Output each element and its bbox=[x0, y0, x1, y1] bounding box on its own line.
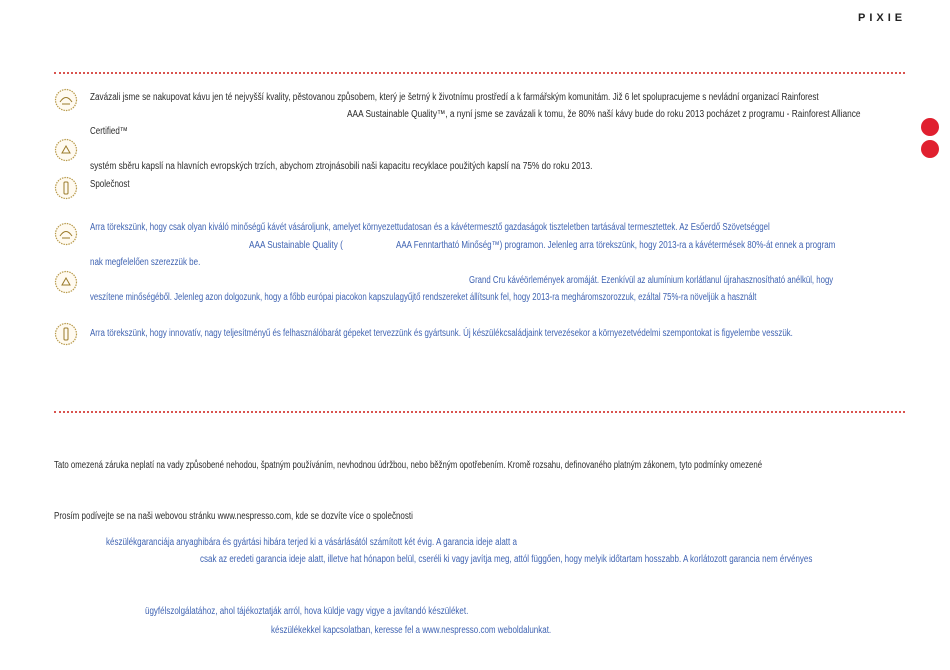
cs-paragraph-line: Certified™ bbox=[90, 126, 128, 137]
side-tab-marker[interactable] bbox=[921, 140, 939, 158]
warranty-hu-line: készülékgaranciája anyaghibára és gyártási hibára terjed ki a vásárlásától számított két évig. A garancia ideje alatt a bbox=[106, 537, 517, 548]
hu-paragraph-line: nak megfelelően szerezzük be. bbox=[90, 257, 201, 268]
hu-paragraph-line: AAA Fenntartható Minőség™) programon. Jelenleg arra törekszünk, hogy 2013-ra a kávétermések 80%-át ennek a program bbox=[396, 240, 836, 251]
recycle-capsule-icon bbox=[54, 138, 78, 162]
side-tab-marker[interactable] bbox=[921, 118, 939, 136]
rainforest-seal-icon bbox=[54, 88, 78, 112]
hu-paragraph-line: Arra törekszünk, hogy innovatív, nagy teljesítményű és felhasználóbarát gépeket tervezzünk és gyártsunk. Új készülékcsaládjaink tervezésekor a környezetvédelmi szempontokat is figyelembe vesszük. bbox=[90, 328, 793, 339]
rainforest-seal-icon bbox=[54, 222, 78, 246]
hu-paragraph-line: AAA Sustainable Quality ( bbox=[249, 240, 343, 251]
cs-paragraph-line: AAA Sustainable Quality™, a nyní jsme se zavázali k tomu, že 80% naší kávy bude do roku 2013 pocházet z programu - Rainforest Alliance bbox=[347, 109, 861, 120]
warranty-hu-line: csak az eredeti garancia ideje alatt, illetve hat hónapon belül, cseréli ki vagy javítja meg, attól függően, hogy melyik időtartam hosszabb. A korlátozott garancia nem érvényes bbox=[200, 554, 813, 565]
cs-paragraph-line: Zavázali jsme se nakupovat kávu jen té nejvyšší kvality, pěstovanou způsobem, který je šetrný k životnímu prostředí a k farmářským komunitám. Již 6 let spolupracujeme s nevládní organizací Rainforest bbox=[90, 92, 819, 103]
hu-paragraph-line: Grand Cru kávéörlemények aromáját. Ezenkívül az alumínium korlátlanul újrahasznosítható anélkül, hogy bbox=[469, 275, 834, 286]
hu-paragraph-line: Arra törekszünk, hogy csak olyan kiváló minőségű kávét vásároljunk, amelyet környezettudatosan és a kávétermesztő gazdaságok tiszteletben tartásával termesztettek. Az Esőerdő Szövetséggel bbox=[90, 222, 770, 233]
dotted-divider bbox=[54, 72, 905, 74]
dotted-divider bbox=[54, 411, 905, 413]
warranty-text-line: Prosím podívejte se na naši webovou stránku www.nespresso.com, kde se dozvíte více o společnosti bbox=[54, 511, 413, 522]
warranty-hu-line: készülékekkel kapcsolatban, keresse fel a www.nespresso.com weboldalunkat. bbox=[271, 625, 552, 636]
warranty-text-line: Tato omezená záruka neplatí na vady způsobené nehodou, špatným používáním, nevhodnou údržbou, nebo běžným opotřebením. Kromě rozsahu, definovaného platným zákonem, tyto podmínky omezené bbox=[54, 460, 763, 471]
brand-logo: PIXIE bbox=[858, 12, 907, 24]
cs-paragraph-line: Společnost bbox=[90, 179, 130, 190]
warranty-hu-line: ügyfélszolgálatához, ahol tájékoztatják arról, hova küldje vagy vigye a javítandó készüléket. bbox=[145, 606, 469, 617]
machine-bottle-icon bbox=[54, 176, 78, 200]
cs-paragraph-line: systém sběru kapslí na hlavních evropských trzích, abychom ztrojnásobili naši kapacitu recyklace použitých kapslí na 75% do roku 2013. bbox=[90, 161, 593, 172]
recycle-capsule-icon bbox=[54, 270, 78, 294]
hu-paragraph-line: veszítene minőségéből. Jelenleg azon dolgozunk, hogy a főbb európai piacokon kapszulagyűjtő rendszereket állítsunk fel, hogy 2013-ra megháromszorozzuk, ezáltal 75%-ra növeljük a használt bbox=[90, 292, 757, 303]
machine-bottle-icon bbox=[54, 322, 78, 346]
